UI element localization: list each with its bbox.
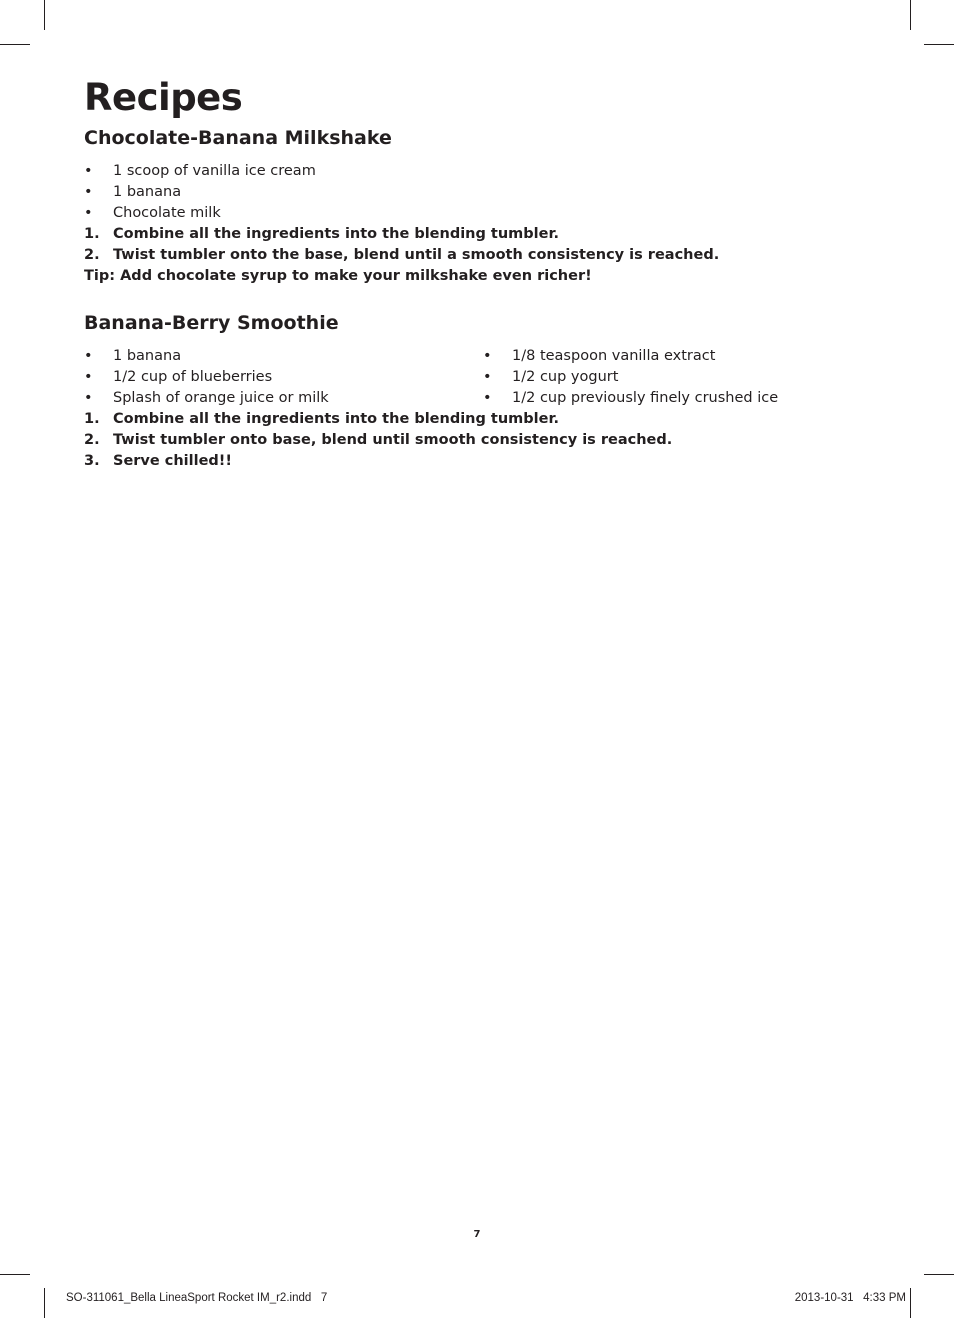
step-number: 2. xyxy=(84,432,100,448)
bullet: • xyxy=(84,390,93,406)
step-number: 1. xyxy=(84,226,100,242)
ingredient-text: Chocolate milk xyxy=(113,205,221,221)
crop-mark xyxy=(924,44,954,45)
step-text: Twist tumbler onto base, blend until smooth consistency is reached. xyxy=(113,432,673,448)
print-slug-timestamp: 2013-10-31 4:33 PM xyxy=(794,1292,906,1304)
crop-mark xyxy=(0,1274,30,1275)
step-number: 2. xyxy=(84,247,100,263)
step-text: Combine all the ingredients into the blending tumbler. xyxy=(113,411,560,427)
bullet: • xyxy=(84,184,93,200)
bullet: • xyxy=(84,348,93,364)
bullet: • xyxy=(483,348,492,364)
bullet: • xyxy=(84,163,93,179)
recipe-title-milkshake: Chocolate-Banana Milkshake xyxy=(84,127,392,149)
step-text: Twist tumbler onto the base, blend until a smooth consistency is reached. xyxy=(113,247,720,263)
step-text: Combine all the ingredients into the blending tumbler. xyxy=(113,226,560,242)
bullet: • xyxy=(483,369,492,385)
step-number: 1. xyxy=(84,411,100,427)
step-number: 3. xyxy=(84,453,100,469)
ingredient-text: 1/8 teaspoon vanilla extract xyxy=(512,348,716,364)
ingredient-text: 1/2 cup of blueberries xyxy=(113,369,273,385)
crop-mark xyxy=(44,1288,45,1318)
ingredient-text: 1/2 cup previously finely crushed ice xyxy=(512,390,779,406)
recipe-title-smoothie: Banana-Berry Smoothie xyxy=(84,312,339,334)
page-title: Recipes xyxy=(84,76,243,119)
ingredient-text: Splash of orange juice or milk xyxy=(113,390,329,406)
crop-mark xyxy=(910,1288,911,1318)
crop-mark xyxy=(0,44,30,45)
page-number: 7 xyxy=(473,1229,481,1240)
ingredient-text: 1 banana xyxy=(113,184,182,200)
crop-mark xyxy=(44,0,45,30)
tip-text: Tip: Add chocolate syrup to make your milkshake even richer! xyxy=(84,268,592,284)
step-text: Serve chilled!! xyxy=(113,453,233,469)
ingredient-text: 1 banana xyxy=(113,348,182,364)
crop-mark xyxy=(910,0,911,30)
crop-mark xyxy=(924,1274,954,1275)
print-slug-filename: SO-311061_Bella LineaSport Rocket IM_r2.indd 7 xyxy=(66,1292,328,1304)
bullet: • xyxy=(483,390,492,406)
ingredient-text: 1 scoop of vanilla ice cream xyxy=(113,163,316,179)
bullet: • xyxy=(84,205,93,221)
bullet: • xyxy=(84,369,93,385)
ingredient-text: 1/2 cup yogurt xyxy=(512,369,619,385)
